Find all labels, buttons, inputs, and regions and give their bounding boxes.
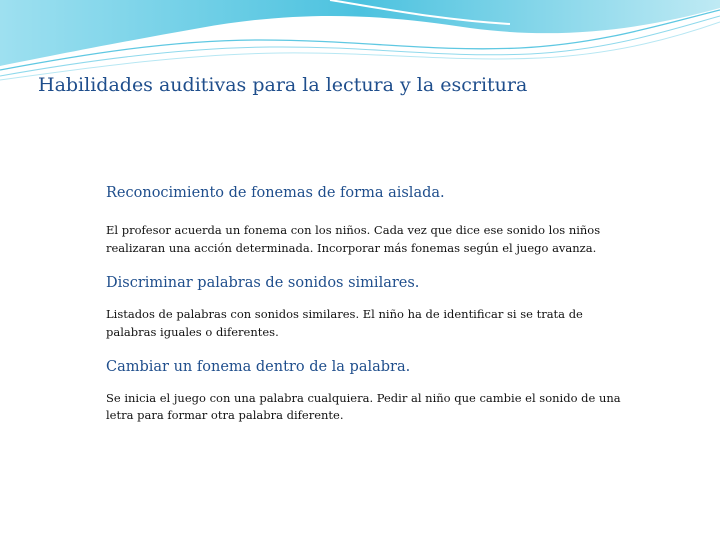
section-heading-3: Cambiar un fonema dentro de la palabra. — [106, 358, 411, 375]
slide-content — [106, 184, 626, 441]
section-body-3: Se inicia el juego con una palabra cualquiera. Pedir al niño que cambie el sonido de una letra para formar otra palabra diferente. — [106, 390, 621, 423]
slide-title: Habilidades auditivas para la lectura y la escritura — [38, 74, 528, 96]
section-body-1: El profesor acuerda un fonema con los niños. Cada vez que dice ese sonido los niños realizaran una acción determinada. Incorporar más fonemas según el juego avanza. — [106, 223, 601, 255]
section-heading-1: Reconocimiento de fonemas de forma aislada. — [106, 185, 445, 201]
section-body-2: Listados de palabras con sonidos similares. El niño ha de identificar si se trata de palabras iguales o diferentes. — [106, 306, 583, 339]
section-heading-2: Discriminar palabras de sonidos similares. — [106, 274, 420, 291]
